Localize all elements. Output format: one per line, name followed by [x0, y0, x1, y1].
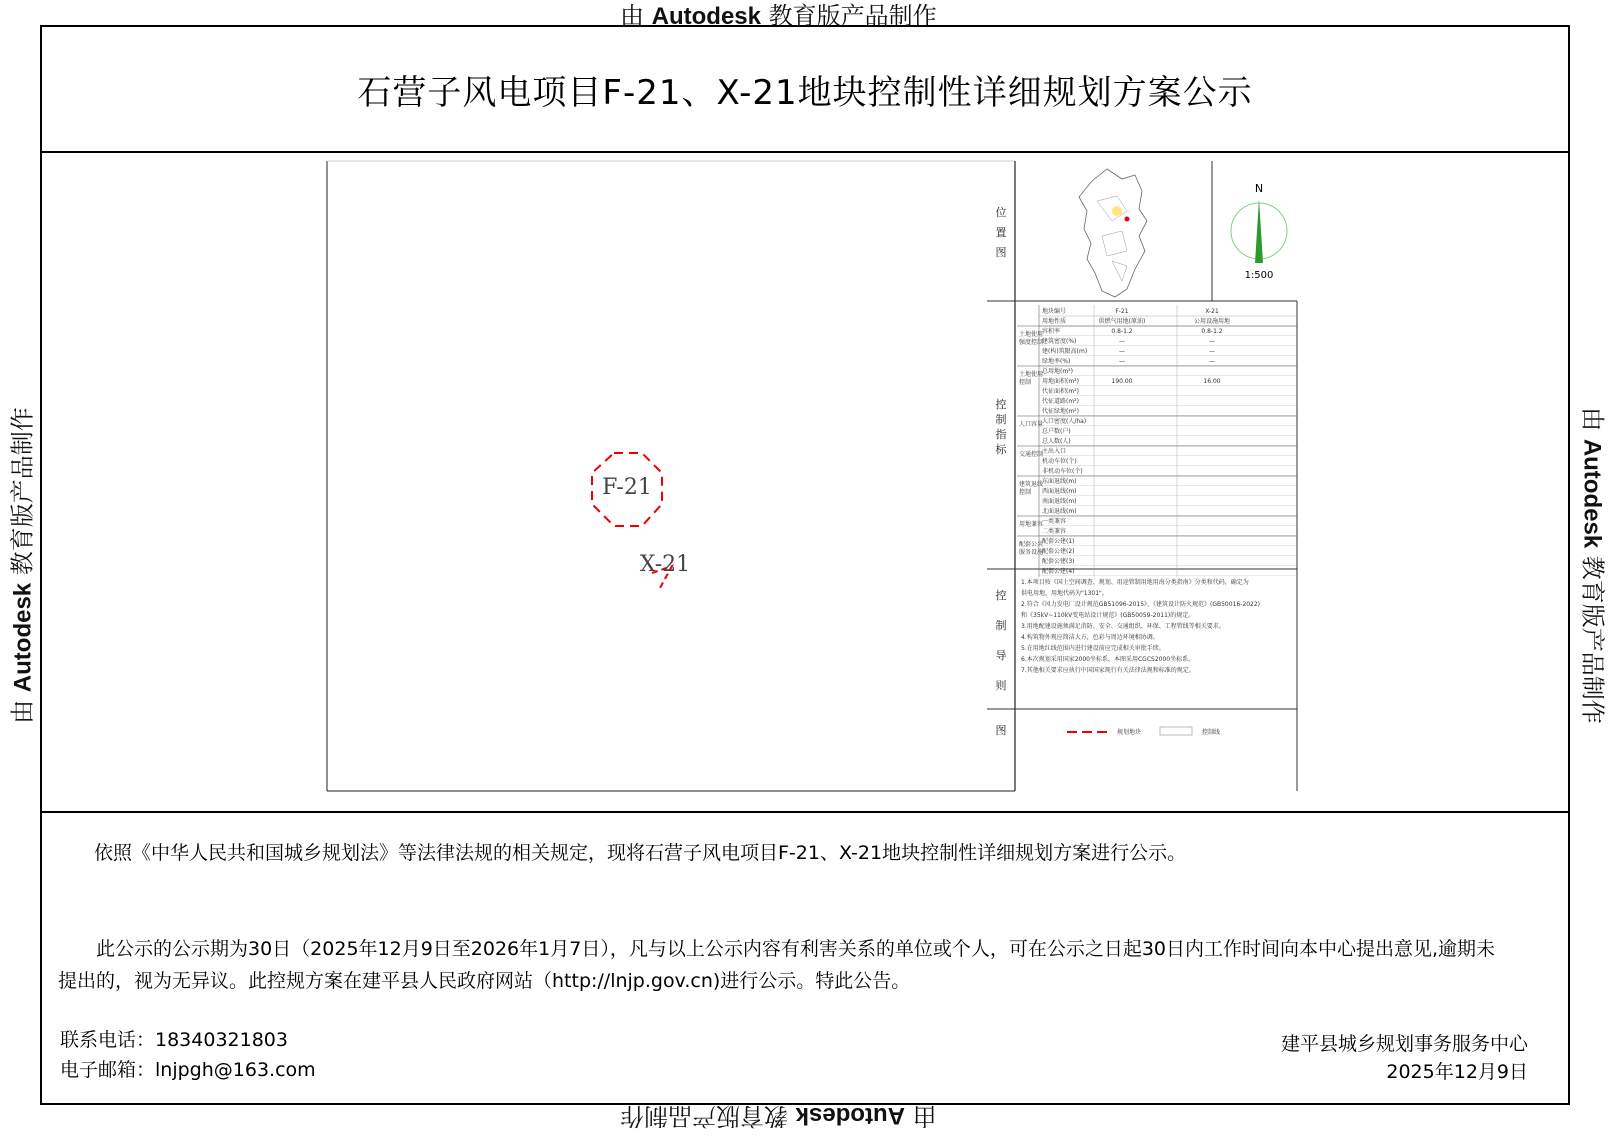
scale-label: 1:500: [1244, 270, 1274, 281]
table-row-label: 机动车位(个): [1042, 458, 1077, 465]
guideline-line: 1.本项目按《国土空间调查、规划、用途管制用地用海分类指南》分类和代码，确定为: [1021, 579, 1249, 586]
table-row-label: 代征绿地(m²): [1042, 408, 1079, 415]
watermark-left: 由 Autodesk 教育版产品制作: [8, 407, 37, 724]
table-row-label: 配套公建(4): [1042, 568, 1075, 575]
parcel-x21: [640, 552, 690, 588]
legend-item-parcel: 规划地块: [1117, 729, 1142, 736]
contact-phone: 联系电话：18340321803: [60, 1029, 288, 1051]
parcel-f21: [592, 453, 662, 526]
table-row-label: 代征面积(m²): [1042, 388, 1079, 395]
guideline-text: [1021, 578, 1260, 674]
table-group-label: 建筑退线: [1019, 481, 1044, 488]
section-indicator-4: 标: [995, 443, 1007, 456]
table-group-label: 强度控制: [1019, 339, 1044, 346]
section-location-1: 位: [995, 206, 1007, 219]
drawing-area: [42, 153, 1568, 813]
guideline-line: 供电用地，用地代码为"1301"。: [1021, 590, 1108, 597]
planning-drawing: [327, 161, 1359, 797]
table-row-label: 北面退线(m): [1042, 508, 1077, 515]
table-row-label: 东面退线(m): [1042, 478, 1077, 485]
table-row-label: 绿地率(%): [1042, 358, 1071, 365]
table-row-label: 二类兼容: [1042, 528, 1067, 535]
table-header-label: 地块编号: [1042, 308, 1067, 315]
table-group-label: 控制: [1019, 489, 1032, 496]
watermark-right: 由 Autodesk 教育版产品制作: [1578, 407, 1607, 724]
table-row-label: 配套公建(1): [1042, 538, 1075, 545]
issue-date: 2025年12月9日: [1386, 1061, 1528, 1083]
table-cell-f21: —: [1119, 358, 1125, 365]
table-header-f21: F-21: [1115, 308, 1129, 315]
guideline-line: 5.在用地红线范围内进行建设前应完成相关审批手续。: [1021, 645, 1165, 652]
section-indicator-3: 指: [995, 428, 1007, 441]
table-row-label: 一类兼容: [1042, 518, 1067, 525]
table-header-x21: X-21: [1205, 308, 1219, 315]
table-cell-x21: 0.8-1.2: [1201, 328, 1223, 335]
section-guide-3: 导: [995, 649, 1007, 662]
section-guide-2: 制: [995, 619, 1007, 632]
issuing-organization: 建平县城乡规划事务服务中心: [1280, 1033, 1528, 1055]
section-guide-1: 控: [995, 589, 1007, 602]
watermark-top: 由 Autodesk 教育版产品制作: [620, 2, 937, 30]
table-cell-x21: —: [1209, 338, 1215, 345]
table-cell-f21: 0.8-1.2: [1111, 328, 1133, 335]
table-row-label: 总用地(m²): [1042, 368, 1073, 375]
legend-item-line: 控制线: [1202, 729, 1221, 736]
table-row-label: 主出入口: [1042, 448, 1067, 455]
table-row-label: 人口密度(人/ha): [1042, 418, 1087, 425]
table-group-label: 土地使用: [1019, 371, 1044, 378]
section-legend: 图: [995, 724, 1007, 737]
table-header-f21: 供燃气用地(原油): [1098, 318, 1146, 325]
section-location-2: 置: [995, 226, 1007, 239]
table-row-label: 非机动车位(个): [1042, 468, 1083, 475]
watermark-bottom: 由 Autodesk 教育版产品制作: [620, 1102, 937, 1130]
section-guide-4: 则: [995, 679, 1007, 692]
title-box: [42, 27, 1568, 153]
table-row-label: 代征道路(m²): [1042, 398, 1079, 405]
table-cell-f21: —: [1119, 348, 1125, 355]
table-row-label: 西面退线(m): [1042, 488, 1077, 495]
table-row-label: 建(构)筑限高(m): [1042, 348, 1088, 355]
table-cell-x21: 16.00: [1203, 378, 1221, 385]
table-row-label: 总人数(人): [1042, 438, 1071, 445]
table-cell-x21: —: [1209, 348, 1215, 355]
table-cell-f21: 190.00: [1111, 378, 1133, 385]
table-row-label: 总户数(户): [1042, 428, 1071, 435]
table-row-label: 配套公建(3): [1042, 558, 1075, 565]
section-indicator-2: 制: [995, 413, 1007, 426]
guideline-line: 7.其他相关要求应执行中国国家现行有关法律法规和标准的规定。: [1021, 667, 1195, 674]
guideline-line: 2.符合《风力发电厂设计规范GB51096-2015》、《建筑设计防火规范》(GB50016-2022): [1021, 601, 1260, 608]
guideline-line: 4.构筑物外观应简洁大方，色彩与周边环境相协调。: [1021, 634, 1159, 641]
table-group-label: 人口容量: [1019, 421, 1044, 428]
location-map: [1079, 169, 1147, 297]
notice-body: [42, 815, 1568, 1105]
table-group-label: 交通控制: [1019, 451, 1044, 458]
table-group-label: 控制: [1019, 379, 1032, 386]
table-group-label: 服务设施: [1019, 549, 1044, 556]
section-location-3: 图: [995, 246, 1007, 259]
table-group-label: 用地兼容: [1019, 521, 1044, 528]
notice-paragraph-1: 依照《中华人民共和国城乡规划法》等法律法规的相关规定，现将石营子风电项目F-21、X-21地块控制性详细规划方案进行公示。: [94, 842, 1187, 864]
table-row-label: 容积率: [1042, 328, 1061, 335]
north-arrow-icon: [1231, 182, 1287, 281]
table-row-label: 用地面积(m²): [1042, 378, 1079, 385]
parcel-label-x21: X-21: [639, 552, 691, 577]
table-row-label: 配套公建(2): [1042, 548, 1075, 555]
table-row-label: 建筑密度(%): [1042, 338, 1077, 345]
north-label: N: [1254, 182, 1264, 195]
guideline-line: 6.本次规划采用国家2000坐标系，本图采用CGCS2000坐标系。: [1021, 656, 1195, 663]
parcel-label-f21: F-21: [602, 475, 652, 500]
page-title: 石营子风电项目F-21、X-21地块控制性详细规划方案公示: [357, 72, 1253, 113]
guideline-line: 和《35kV~110kV变电站设计规范》(GB50059-2011)的规定。: [1021, 612, 1195, 619]
table-group-label: 配套公共: [1019, 541, 1044, 548]
table-cell-x21: —: [1209, 358, 1215, 365]
table-row-label: 南面退线(m): [1042, 498, 1077, 505]
notice-paragraph-2: 此公示的公示期为30日（2025年12月9日至2026年1月7日），凡与以上公示内容有利害关系的单位或个人，可在公示之日起30日内工作时间向本中心提出意见,逾期未提出的，视为无异议。此控规方案在建平县人民政府网站（http://lnjp.gov.cn)进行公示。特此公告。: [58, 938, 1496, 992]
table-group-label: 土地使用: [1019, 331, 1044, 338]
guideline-line: 3.用地配建设施须满足消防、安全、交通组织、环保、工程管线等相关要求。: [1021, 623, 1225, 630]
notice-frame: [40, 25, 1570, 1105]
legend: [1067, 727, 1220, 736]
table-header-label: 用地性质: [1042, 318, 1067, 325]
contact-email: 电子邮箱：lnjpgh@163.com: [60, 1059, 316, 1081]
indicator-table: [1017, 305, 1297, 577]
table-cell-f21: —: [1119, 338, 1125, 345]
section-indicator-1: 控: [995, 398, 1007, 411]
table-header-x21: 公用设施用地: [1193, 318, 1231, 325]
